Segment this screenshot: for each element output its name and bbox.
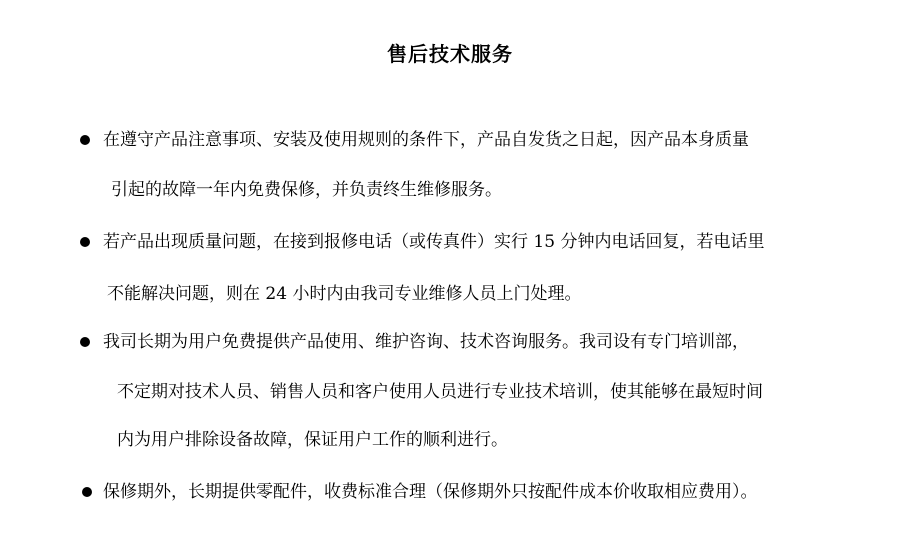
page-title: 售后技术服务	[387, 42, 513, 66]
paragraph-line: 不能解决问题，则在 24 小时内由我司专业维修人员上门处理。	[107, 284, 582, 304]
paragraph-line: 我司长期为用户免费提供产品使用、维护咨询、技术咨询服务。我司设有专门培训部，	[103, 332, 749, 352]
paragraph-line: 不定期对技术人员、销售人员和客户使用人员进行专业技术培训，使其能够在最短时间	[117, 382, 763, 402]
bullet-icon	[82, 487, 92, 497]
paragraph-line: 在遵守产品注意事项、安装及使用规则的条件下，产品自发货之日起，因产品本身质量	[103, 130, 749, 150]
paragraph-line: 引起的故障一年内免费保修，并负责终生维修服务。	[111, 180, 502, 200]
bullet-icon	[80, 135, 90, 145]
paragraph-line: 若产品出现质量问题，在接到报修电话（或传真件）实行 15 分钟内电话回复，若电话里	[103, 232, 765, 252]
paragraph-line: 内为用户排除设备故障，保证用户工作的顺利进行。	[117, 430, 508, 450]
paragraph-line: 保修期外，长期提供零配件，收费标准合理（保修期外只按配件成本价收取相应费用）。	[103, 482, 758, 502]
bullet-icon	[80, 237, 90, 247]
bullet-icon	[80, 337, 90, 347]
